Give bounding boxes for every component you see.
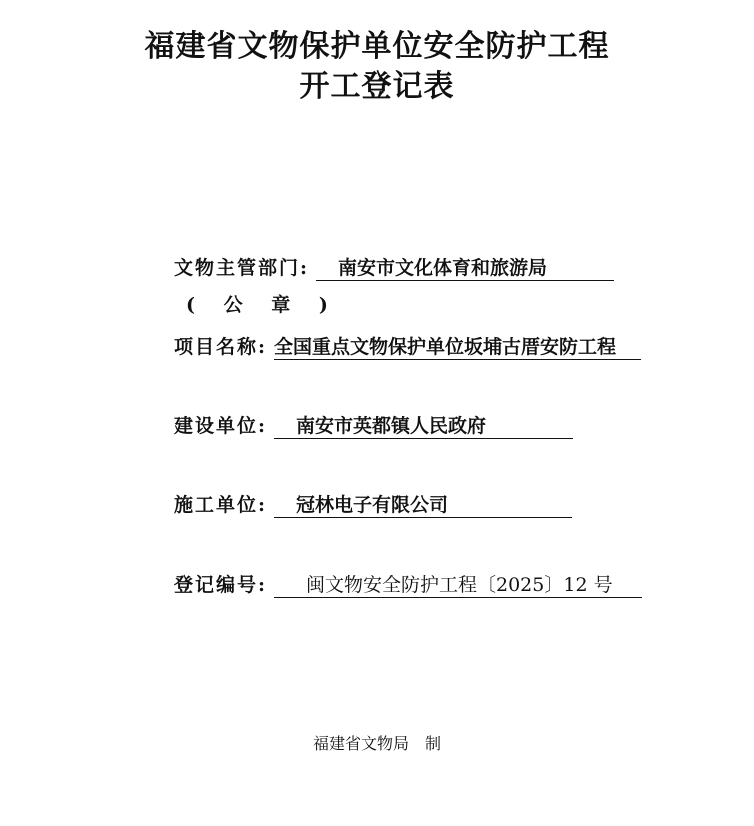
registration-label: 登记编号:	[174, 574, 268, 596]
project-label: 项目名称:	[174, 336, 268, 358]
registration-value: 闽文物安全防护工程〔2025〕12 号	[306, 574, 613, 596]
contractor-label: 施工单位:	[174, 494, 268, 516]
builder-label: 建设单位:	[174, 415, 268, 437]
project-value: 全国重点文物保护单位坂埔古厝安防工程	[274, 336, 617, 358]
builder-value: 南安市英都镇人民政府	[296, 415, 487, 437]
form-title-line-2: 开工登记表	[299, 69, 455, 104]
project-value-field	[274, 334, 641, 360]
contractor-value: 冠林电子有限公司	[296, 494, 449, 516]
form-title-line-1: 福建省文物保护单位安全防护工程	[144, 29, 610, 64]
registration-value-field	[274, 572, 642, 598]
builder-value-field	[274, 413, 573, 439]
contractor-value-field	[274, 492, 572, 518]
dept-label: 文物主管部门:	[174, 257, 310, 279]
dept-value-field	[316, 255, 614, 281]
seal-note: ( 公 章 )	[186, 294, 339, 316]
dept-value: 南安市文化体育和旅游局	[338, 257, 548, 279]
issuer-footer: 福建省文物局 制	[312, 734, 441, 753]
